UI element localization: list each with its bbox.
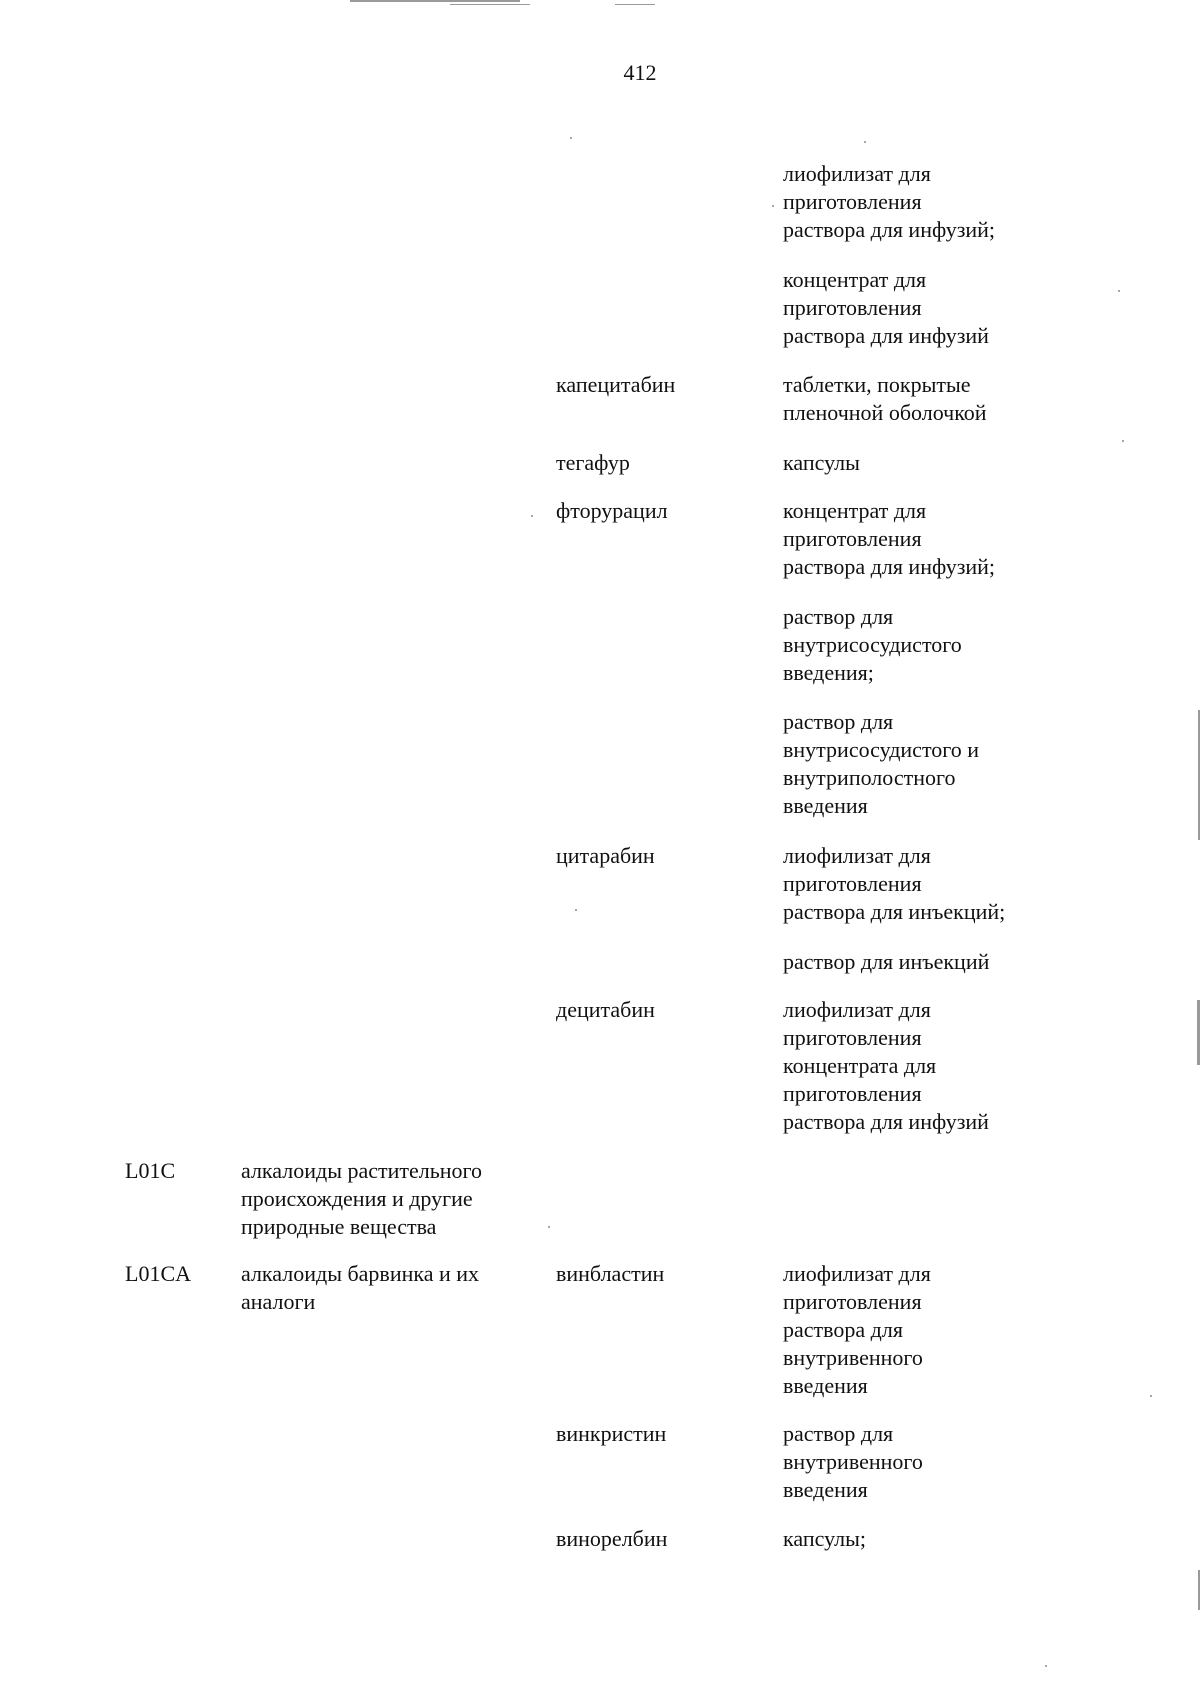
dosage-form: концентрат для приготовления раствора для инфузий; [783, 498, 996, 579]
dosage-form: капсулы; [783, 1526, 866, 1551]
atc-group-name: алкалоиды растительного происхождения и другие природные вещества [241, 1158, 483, 1239]
scan-speck [531, 515, 533, 517]
scan-speck [772, 205, 774, 207]
drug-name: децитабин [556, 997, 655, 1022]
atc-code: L01CA [125, 1261, 191, 1286]
dosage-form: раствор для инъекций [783, 949, 990, 974]
dosage-form: лиофилизат для приготовления раствора для инфузий; [783, 161, 996, 242]
scan-edge-mark [615, 4, 655, 5]
dosage-form: раствор для внутрисосудистого введения; [783, 604, 962, 685]
dosage-form: лиофилизат для приготовления раствора для внутривенного введения [783, 1261, 931, 1398]
scan-edge-mark [350, 0, 520, 2]
atc-group-name: алкалоиды барвинка и их аналоги [241, 1261, 480, 1314]
scan-speck [575, 909, 577, 911]
scan-speck [1045, 1665, 1047, 1667]
drug-name: тегафур [556, 450, 630, 475]
dosage-form: концентрат для приготовления раствора для инфузий [783, 267, 989, 348]
dosage-form: раствор для внутривенного введения [783, 1421, 923, 1502]
scan-speck [1150, 1395, 1152, 1397]
scan-speck [1118, 290, 1120, 292]
dosage-form: раствор для внутрисосудистого и внутриполостного введения [783, 709, 980, 818]
drug-name: винкристин [556, 1421, 667, 1446]
dosage-form: лиофилизат для приготовления раствора для инъекций; [783, 843, 1006, 924]
drug-name: цитарабин [556, 843, 655, 868]
scan-speck [864, 141, 866, 143]
scan-speck [570, 137, 572, 139]
drug-name: винбластин [556, 1261, 665, 1286]
scan-speck [1122, 440, 1124, 442]
atc-code: L01C [125, 1158, 176, 1183]
dosage-form: капсулы [783, 450, 860, 475]
dosage-form: таблетки, покрытые пленочной оболочкой [783, 372, 987, 425]
page-number: 412 [623, 60, 657, 85]
drug-name: капецитабин [556, 372, 676, 397]
scan-edge-mark [450, 4, 530, 5]
drug-name: фторурацил [556, 498, 668, 523]
drug-name: винорелбин [556, 1526, 668, 1551]
dosage-form: лиофилизат для приготовления концентрата для приготовления раствора для инфузий [783, 997, 989, 1134]
scan-speck [548, 1226, 550, 1228]
